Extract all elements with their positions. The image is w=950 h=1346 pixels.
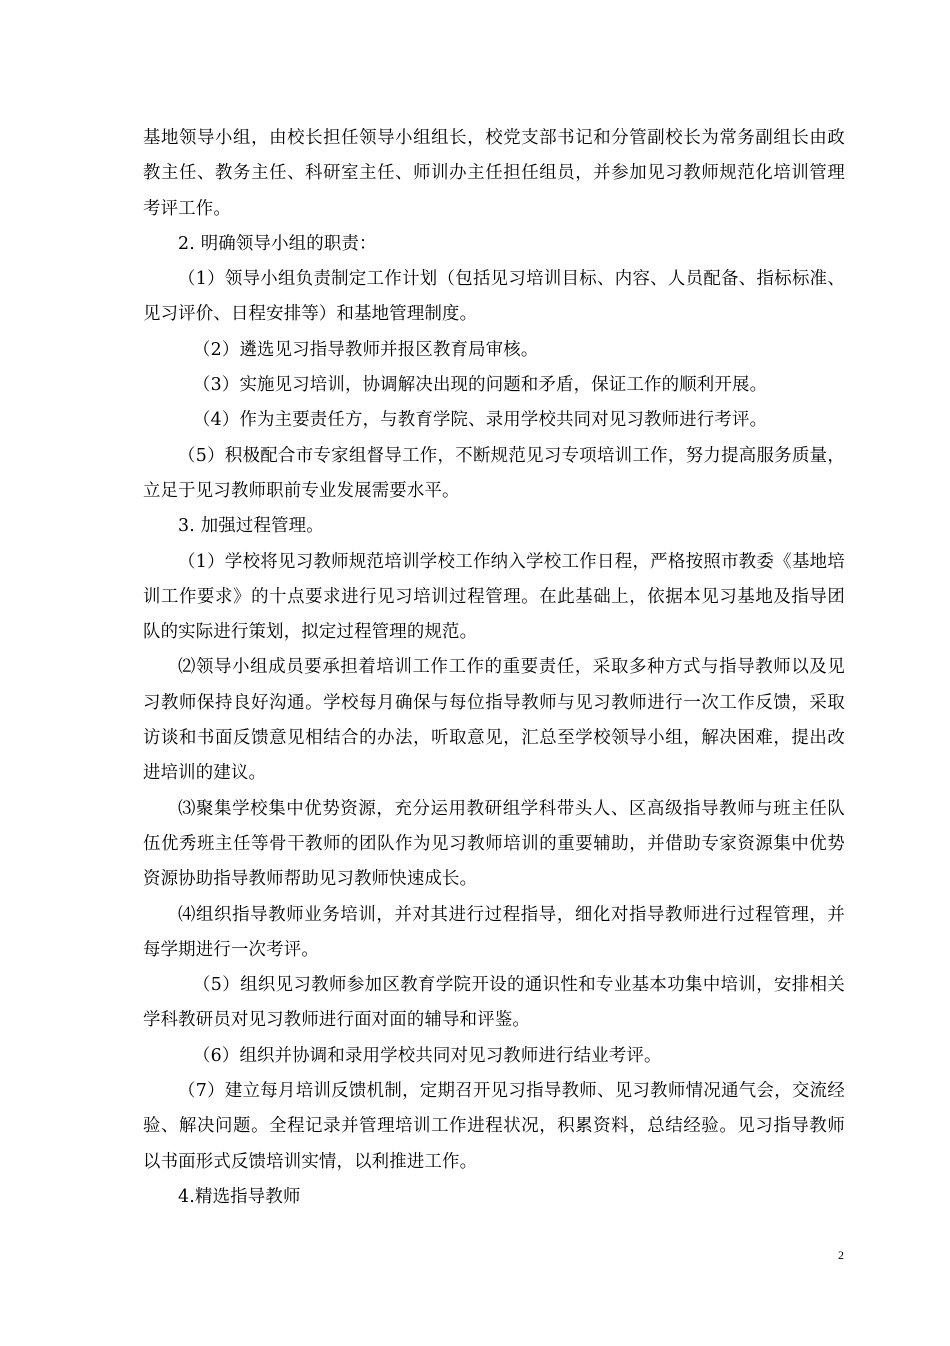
paragraph-duty-3: （3）实施见习培训，协调解决出现的问题和矛盾，保证工作的顺利开展。 [193,375,768,396]
paragraph-duty-2: （2）遴选见习指导教师并报区教育局审核。 [193,339,539,360]
paragraph-leadership-group: 基地领导小组，由校长担任领导小组组长，校党支部书记和分管副校长为常务副组长由政教主任、教务主任、科研室主任、师训办主任担任组员，并参加见习教师规范化培训管理考评工作。 [143,128,845,219]
paragraph-duty-1: （1）领导小组负责制定工作计划（包括见习培训目标、内容、人员配备、指标标准、见习评价、日程安排等）和基地管理制度。 [143,269,845,325]
page-number: 2 [838,1248,844,1262]
paragraph-process-7: （7）建立每月培训反馈机制，定期召开见习指导教师、见习教师情况通气会，交流经验、解决问题。全程记录并管理培训工作进程状况，积累资料，总结经验。见习指导教师以书面形式反馈培训实情，以利推进工作。 [143,1081,845,1172]
body-text [143,121,845,1215]
paragraph-process-4: ⑷组织指导教师业务培训，并对其进行过程指导，细化对指导教师进行过程管理，并每学期进行一次考评。 [143,904,845,960]
paragraph-process-1: （1）学校将见习教师规范培训学校工作纳入学校工作日程，严格按照市教委《基地培训工作要求》的十点要求进行见习培训过程管理。在此基础上，依据本见习基地及指导团队的实际进行策划，拟定过程管理的规范。 [143,551,845,643]
paragraph-process-6: （6）组织并协调和录用学校共同对见习教师进行结业考评。 [193,1045,662,1066]
heading-duties: 2. 明确领导小组的职责： [178,233,377,254]
paragraph-duty-4: （4）作为主要责任方，与教育学院、录用学校共同对见习教师进行考评。 [193,410,768,431]
heading-select-mentors: 4.精选指导教师 [178,1186,301,1207]
paragraph-process-5: （5）组织见习教师参加区教育学院开设的通识性和专业基本功集中培训，安排相关学科教研员对见习教师进行面对面的辅导和评鉴。 [143,975,845,1031]
paragraph-process-2: ⑵领导小组成员要承担着培训工作工作的重要责任，采取多种方式与指导教师以及见习教师保持良好沟通。学校每月确保与每位指导教师与见习教师进行一次工作反馈，采取访谈和书面反馈意见相结合的办法，听取意见，汇总至学校领导小组，解决困难，提出改进培训的建议。 [143,657,845,784]
paragraph-duty-5: （5）积极配合市专家组督导工作，不断规范见习专项培训工作，努力提高服务质量，立足于见习教师职前专业发展需要水平。 [143,445,845,501]
paragraph-process-3: ⑶聚集学校集中优势资源，充分运用教研组学科带头人、区高级指导教师与班主任队伍优秀班主任等骨干教师的团队作为见习教师培训的重要辅助，并借助专家资源集中优势资源协助指导教师帮助见习教师快速成长。 [143,798,845,890]
heading-process-management: 3. 加强过程管理。 [178,516,324,537]
